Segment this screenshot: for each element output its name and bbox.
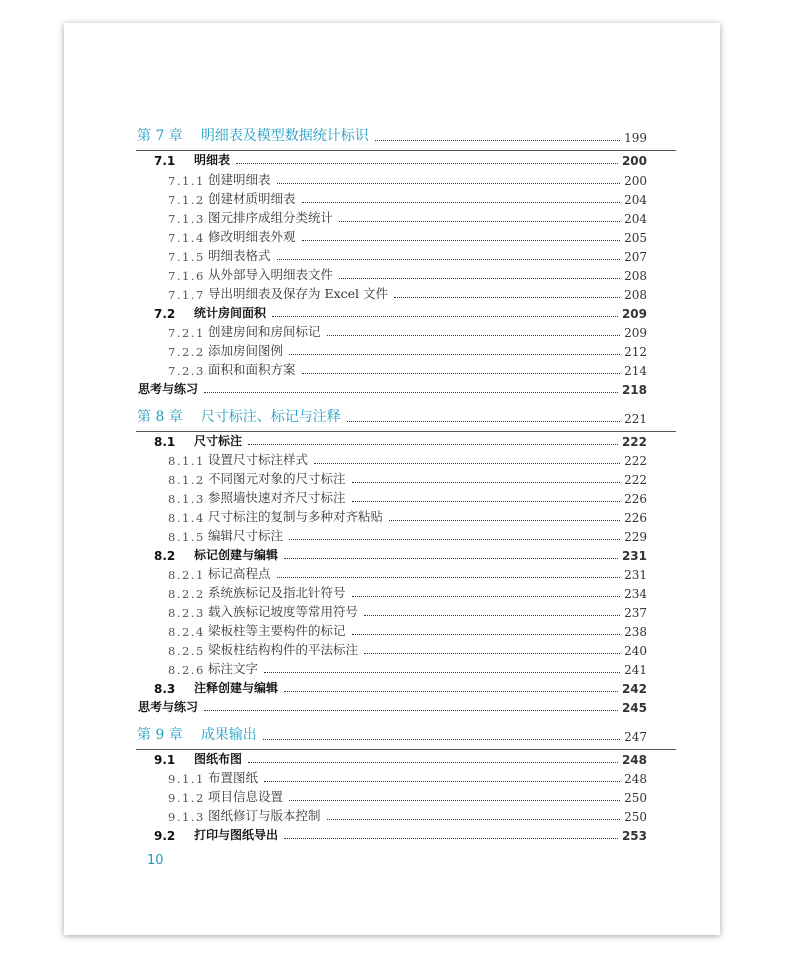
- toc-entry-page: 241: [624, 663, 647, 677]
- toc-entry-title: 明细表: [194, 153, 231, 167]
- dot-leader: [302, 373, 621, 374]
- dot-leader: [248, 762, 618, 763]
- toc-entry-number: 8.1.2: [168, 473, 205, 487]
- toc-entry-page: 237: [624, 606, 647, 620]
- toc-entry-title: 思考与练习: [138, 382, 199, 396]
- toc-entry-number: 7.1.3: [168, 212, 205, 226]
- dot-leader: [394, 297, 620, 298]
- toc-entry-title: 标注文字: [208, 661, 259, 676]
- toc-entry-title: 导出明细表及保存为 Excel 文件: [208, 286, 389, 301]
- toc-entry-sub[interactable]: [168, 659, 647, 677]
- toc-entry-page: 209: [621, 307, 647, 321]
- toc-entry-page: 222: [624, 473, 647, 487]
- page-number: 10: [147, 853, 164, 868]
- toc-entry-number: 9.1.1: [168, 772, 205, 786]
- toc-entry-section[interactable]: [154, 303, 647, 321]
- dot-leader: [339, 278, 620, 279]
- toc-entry-page: 226: [624, 511, 647, 525]
- toc-entry-sub[interactable]: [168, 322, 647, 340]
- toc-entry-title: 布置图纸: [208, 770, 259, 785]
- toc-entry-page: 199: [624, 131, 647, 145]
- dot-leader: [277, 183, 621, 184]
- toc-entry-page: 200: [624, 174, 647, 188]
- toc-entry-page: 240: [624, 644, 647, 658]
- toc-entry-number: 8.1.3: [168, 492, 205, 506]
- toc-entry-number: 9.2: [154, 829, 176, 843]
- toc-entry-page: 231: [624, 568, 647, 582]
- toc-entry-title: 编辑尺寸标注: [208, 528, 284, 543]
- toc-entry-number: 8.1.1: [168, 454, 205, 468]
- toc-entry-number: 8.2: [154, 549, 176, 563]
- toc-entry-number: 7.1.6: [168, 269, 205, 283]
- toc-entry-page: 222: [621, 435, 647, 449]
- toc-entry-sub[interactable]: [168, 341, 647, 359]
- toc-entry-title: 明细表格式: [208, 248, 271, 263]
- toc-entry-page: 250: [624, 791, 647, 805]
- dot-leader: [327, 819, 621, 820]
- toc-entry-title: 注释创建与编辑: [194, 681, 279, 695]
- toc-entry-page: 214: [624, 364, 647, 378]
- dot-leader: [204, 710, 618, 711]
- dot-leader: [284, 558, 618, 559]
- toc-entry-number: 8.2.6: [168, 663, 205, 677]
- toc-entry-number: 7.2.2: [168, 345, 205, 359]
- toc-entry-section[interactable]: [154, 150, 647, 168]
- toc-entry-number: 7.1.4: [168, 231, 205, 245]
- toc-entry-page: 207: [624, 250, 647, 264]
- toc-entry-page: 250: [624, 810, 647, 824]
- toc-entry-section[interactable]: [154, 678, 647, 696]
- toc-entry-title: 明细表及模型数据统计标识: [200, 128, 369, 144]
- dot-leader: [284, 691, 618, 692]
- toc-entry-number: 8.1: [154, 435, 176, 449]
- dot-leader: [347, 421, 620, 422]
- toc-entry-number: 8.3: [154, 682, 176, 696]
- toc-entry-page: 222: [624, 454, 647, 468]
- toc-entry-sub[interactable]: [168, 564, 647, 582]
- toc-entry-section[interactable]: [154, 431, 647, 449]
- toc-entry-sub[interactable]: [168, 621, 647, 639]
- dot-leader: [314, 463, 620, 464]
- dot-leader: [352, 634, 621, 635]
- toc-entry-page: 226: [624, 492, 647, 506]
- toc-entry-sub[interactable]: [168, 526, 647, 544]
- dot-leader: [236, 163, 618, 164]
- toc-entry-number: 9.1.3: [168, 810, 205, 824]
- toc-entry-sub[interactable]: [168, 768, 647, 786]
- toc-entry-sub[interactable]: [168, 488, 647, 506]
- book-page: [64, 23, 720, 935]
- toc-entry-sub[interactable]: [168, 189, 647, 207]
- toc-entry-section[interactable]: [154, 825, 647, 843]
- toc-entry-sub[interactable]: [168, 583, 647, 601]
- toc-entry-number: 7.1.1: [168, 174, 205, 188]
- toc-entry-title: 成果输出: [200, 727, 257, 743]
- toc-entry-number: 第 7 章: [137, 128, 183, 144]
- toc-entry-title: 修改明细表外观: [208, 229, 296, 244]
- toc-entry-sub[interactable]: [168, 227, 647, 245]
- dot-leader: [263, 739, 620, 740]
- dot-leader: [302, 202, 621, 203]
- toc-entry-page: 247: [624, 730, 647, 744]
- dot-leader: [248, 444, 618, 445]
- toc-entry-title: 梁板柱等主要构件的标记: [208, 623, 346, 638]
- dot-leader: [264, 781, 620, 782]
- toc-entry-title: 创建材质明细表: [208, 191, 296, 206]
- toc-entry-title: 标记高程点: [208, 566, 271, 581]
- toc-entry-number: 7.2.3: [168, 364, 205, 378]
- toc-entry-number: 第 9 章: [137, 727, 183, 743]
- toc-entry-sub[interactable]: [168, 284, 647, 302]
- toc-entry-title: 梁板柱结构构件的平法标注: [208, 642, 359, 657]
- toc-entry-title: 标记创建与编辑: [194, 548, 279, 562]
- toc-entry-page: 245: [621, 701, 647, 715]
- toc-entry-number: 7.1: [154, 154, 176, 168]
- toc-entry-number: 8.2.4: [168, 625, 205, 639]
- toc-entry-number: 8.1.5: [168, 530, 205, 544]
- toc-entry-page: 238: [624, 625, 647, 639]
- toc-entry-title: 尺寸标注: [194, 434, 243, 448]
- dot-leader: [302, 240, 621, 241]
- toc-entry-number: 8.2.1: [168, 568, 205, 582]
- dot-leader: [327, 335, 621, 336]
- dot-leader: [375, 140, 620, 141]
- toc-entry-number: 7.1.5: [168, 250, 205, 264]
- toc-entry-chapter[interactable]: [137, 722, 647, 744]
- toc-entry-page: 229: [624, 530, 647, 544]
- toc-entry-title: 创建明细表: [208, 172, 271, 187]
- toc-entry-title: 从外部导入明细表文件: [208, 267, 334, 282]
- dot-leader: [364, 653, 620, 654]
- toc-entry-page: 253: [621, 829, 647, 843]
- toc-entry-page: 212: [624, 345, 647, 359]
- toc-entry-sub[interactable]: [168, 507, 647, 525]
- toc-entry-title: 图元排序成组分类统计: [208, 210, 334, 225]
- dot-leader: [277, 259, 621, 260]
- toc-entry-title: 载入族标记坡度等常用符号: [208, 604, 359, 619]
- dot-leader: [364, 615, 620, 616]
- toc-entry-page: 234: [624, 587, 647, 601]
- dot-leader: [204, 392, 618, 393]
- toc-entry-title: 图纸布图: [194, 752, 243, 766]
- toc-entry-sub[interactable]: [168, 640, 647, 658]
- toc-entry-page: 231: [621, 549, 647, 563]
- toc-entry-page: 248: [624, 772, 647, 786]
- dot-leader: [289, 539, 620, 540]
- toc-entry-page: 204: [624, 193, 647, 207]
- dot-leader: [289, 354, 620, 355]
- dot-leader: [277, 577, 621, 578]
- toc-entry-exercise[interactable]: [138, 697, 647, 715]
- toc-entry-number: 9.1: [154, 753, 176, 767]
- dot-leader: [289, 800, 620, 801]
- toc-entry-number: 8.1.4: [168, 511, 205, 525]
- toc-entry-title: 参照墙快速对齐尺寸标注: [208, 490, 346, 505]
- toc-entry-title: 尺寸标注、标记与注释: [200, 409, 341, 425]
- toc-entry-page: 209: [624, 326, 647, 340]
- toc-entry-sub[interactable]: [168, 360, 647, 378]
- toc-entry-page: 242: [621, 682, 647, 696]
- toc-entry-title: 统计房间面积: [194, 306, 267, 320]
- toc-entry-page: 204: [624, 212, 647, 226]
- toc-entry-title: 思考与练习: [138, 700, 199, 714]
- toc-entry-number: 7.1.7: [168, 288, 205, 302]
- toc-entry-sub[interactable]: [168, 208, 647, 226]
- toc-entry-sub[interactable]: [168, 170, 647, 188]
- toc-entry-page: 205: [624, 231, 647, 245]
- toc-entry-title: 创建房间和房间标记: [208, 324, 321, 339]
- toc-entry-page: 208: [624, 288, 647, 302]
- toc-entry-number: 第 8 章: [137, 409, 183, 425]
- toc-entry-number: 8.2.5: [168, 644, 205, 658]
- dot-leader: [352, 596, 621, 597]
- toc-entry-sub[interactable]: [168, 450, 647, 468]
- toc-entry-section[interactable]: [154, 545, 647, 563]
- toc-entry-number: 8.2.3: [168, 606, 205, 620]
- toc-entry-title: 尺寸标注的复制与多种对齐粘贴: [208, 509, 384, 524]
- dot-leader: [352, 501, 621, 502]
- toc-entry-sub[interactable]: [168, 787, 647, 805]
- toc-entry-sub[interactable]: [168, 602, 647, 620]
- toc-entry-exercise[interactable]: [138, 379, 647, 397]
- toc-entry-number: 9.1.2: [168, 791, 205, 805]
- toc-entry-number: 7.2: [154, 307, 176, 321]
- dot-leader: [339, 221, 620, 222]
- toc-entry-title: 系统族标记及指北针符号: [208, 585, 346, 600]
- toc-entry-title: 添加房间图例: [208, 343, 284, 358]
- toc-entry-sub[interactable]: [168, 246, 647, 264]
- dot-leader: [264, 672, 620, 673]
- toc-entry-page: 248: [621, 753, 647, 767]
- toc-entry-title: 设置尺寸标注样式: [208, 452, 309, 467]
- dot-leader: [389, 520, 620, 521]
- toc-entry-title: 不同图元对象的尺寸标注: [208, 471, 346, 486]
- toc-entry-title: 打印与图纸导出: [194, 828, 279, 842]
- toc-entry-page: 221: [624, 412, 647, 426]
- dot-leader: [352, 482, 621, 483]
- dot-leader: [272, 316, 618, 317]
- toc-entry-chapter[interactable]: [137, 123, 647, 145]
- toc-entry-title: 面积和面积方案: [208, 362, 296, 377]
- toc-entry-chapter[interactable]: [137, 404, 647, 426]
- toc-entry-number: 7.1.2: [168, 193, 205, 207]
- toc-entry-title: 图纸修订与版本控制: [208, 808, 321, 823]
- toc-entry-number: 7.2.1: [168, 326, 205, 340]
- toc-entry-section[interactable]: [154, 749, 647, 767]
- toc-entry-sub[interactable]: [168, 806, 647, 824]
- toc-entry-number: 8.2.2: [168, 587, 205, 601]
- toc-entry-page: 200: [621, 154, 647, 168]
- toc-entry-page: 218: [621, 383, 647, 397]
- dot-leader: [284, 838, 618, 839]
- toc-entry-sub[interactable]: [168, 469, 647, 487]
- toc-entry-page: 208: [624, 269, 647, 283]
- toc-entry-sub[interactable]: [168, 265, 647, 283]
- toc-entry-title: 项目信息设置: [208, 789, 284, 804]
